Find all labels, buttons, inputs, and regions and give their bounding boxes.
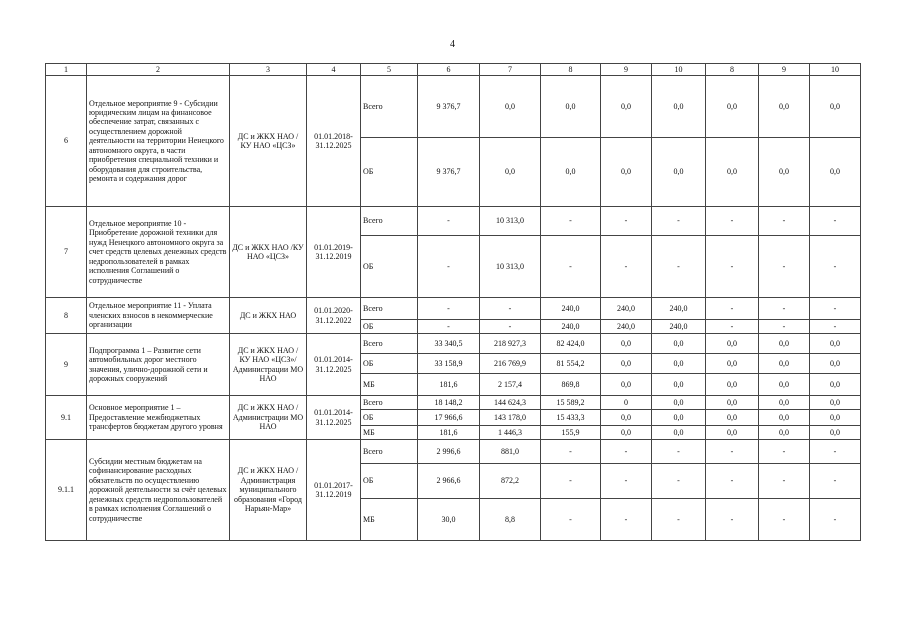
amount-cell: - xyxy=(601,236,652,298)
amount-cell: - xyxy=(759,207,810,236)
amount-cell: 17 966,6 xyxy=(418,410,480,426)
executor: ДС и ЖКХ НАО / Администрации МО НАО xyxy=(230,396,307,440)
funding-source: ОБ xyxy=(361,320,418,334)
funding-source: МБ xyxy=(361,499,418,541)
amount-cell: - xyxy=(541,440,601,464)
amount-cell: 0,0 xyxy=(810,334,861,354)
period: 01.01.2014-31.12.2025 xyxy=(307,396,361,440)
amount-cell: 15 433,3 xyxy=(541,410,601,426)
amount-cell: - xyxy=(418,207,480,236)
amount-cell: 0,0 xyxy=(810,396,861,410)
amount-cell: 81 554,2 xyxy=(541,354,601,374)
executor: ДС и ЖКХ НАО / КУ НАО «ЦСЗ»/ Администрации МО НАО xyxy=(230,334,307,396)
header-cell: 9 xyxy=(601,64,652,76)
amount-cell: - xyxy=(706,440,759,464)
amount-cell: - xyxy=(810,320,861,334)
amount-cell: - xyxy=(759,236,810,298)
funding-source: ОБ xyxy=(361,354,418,374)
amount-cell: 0,0 xyxy=(759,426,810,440)
amount-cell: 33 158,9 xyxy=(418,354,480,374)
row-number: 8 xyxy=(46,298,87,334)
amount-cell: - xyxy=(418,236,480,298)
amount-cell: 240,0 xyxy=(541,298,601,320)
amount-cell: - xyxy=(759,464,810,499)
amount-cell: 0,0 xyxy=(810,410,861,426)
amount-cell: 0,0 xyxy=(810,426,861,440)
measure-name: Субсидии местным бюджетам на софинансирование расходных обязательств по осуществлению дорожной деятельности за счёт целевых денежных средств недропользователей в рамках исполнения Соглашений о сотрудничестве xyxy=(87,440,230,541)
funding-source: МБ xyxy=(361,374,418,396)
amount-cell: 10 313,0 xyxy=(480,236,541,298)
amount-cell: - xyxy=(759,320,810,334)
amount-cell: - xyxy=(418,320,480,334)
amount-cell: 0,0 xyxy=(652,334,706,354)
amount-cell: - xyxy=(601,440,652,464)
amount-cell: 9 376,7 xyxy=(418,138,480,207)
header-cell: 10 xyxy=(810,64,861,76)
funding-source: Всего xyxy=(361,334,418,354)
header-cell: 4 xyxy=(307,64,361,76)
executor: ДС и ЖКХ НАО / КУ НАО «ЦСЗ» xyxy=(230,76,307,207)
header-cell: 7 xyxy=(480,64,541,76)
amount-cell: 181,6 xyxy=(418,374,480,396)
amount-cell: 0,0 xyxy=(601,334,652,354)
amount-cell: 0,0 xyxy=(601,410,652,426)
amount-cell: - xyxy=(810,236,861,298)
funding-source: ОБ xyxy=(361,464,418,499)
amount-cell: 0,0 xyxy=(810,374,861,396)
amount-cell: 240,0 xyxy=(652,320,706,334)
amount-cell: 0,0 xyxy=(652,396,706,410)
amount-cell: - xyxy=(706,320,759,334)
funding-source: Всего xyxy=(361,440,418,464)
measure-name: Отдельное мероприятие 9 - Субсидии юридическим лицам на финансовое обеспечение затрат, связанных с осуществлением дорожной деятельности на территории Ненецкого автономного округа, в части приобретения специальной техники и оборудования для строительства, ремонта и содержания дорог xyxy=(87,76,230,207)
period: 01.01.2020-31.12.2022 xyxy=(307,298,361,334)
amount-cell: - xyxy=(541,464,601,499)
header-cell: 8 xyxy=(706,64,759,76)
amount-cell: 0,0 xyxy=(759,138,810,207)
amount-cell: - xyxy=(601,499,652,541)
amount-cell: 8,8 xyxy=(480,499,541,541)
amount-cell: 0,0 xyxy=(652,354,706,374)
amount-cell: 0,0 xyxy=(706,76,759,138)
amount-cell: 30,0 xyxy=(418,499,480,541)
amount-cell: 0,0 xyxy=(759,396,810,410)
amount-cell: 0,0 xyxy=(601,426,652,440)
measure-name: Основное мероприятие 1 – Предоставление межбюджетных трансфертов бюджетам другого уровня xyxy=(87,396,230,440)
amount-cell: 0,0 xyxy=(652,374,706,396)
executor: ДС и ЖКХ НАО xyxy=(230,298,307,334)
amount-cell: - xyxy=(706,236,759,298)
amount-cell: 1 446,3 xyxy=(480,426,541,440)
amount-cell: 0,0 xyxy=(759,334,810,354)
amount-cell: - xyxy=(810,440,861,464)
amount-cell: - xyxy=(759,298,810,320)
row-number: 9.1 xyxy=(46,396,87,440)
budget-table xyxy=(45,63,861,541)
amount-cell: 0,0 xyxy=(810,76,861,138)
header-cell: 8 xyxy=(541,64,601,76)
amount-cell: 240,0 xyxy=(541,320,601,334)
amount-cell: - xyxy=(652,236,706,298)
amount-cell: 0,0 xyxy=(706,334,759,354)
amount-cell: 218 927,3 xyxy=(480,334,541,354)
funding-source: ОБ xyxy=(361,138,418,207)
amount-cell: - xyxy=(601,464,652,499)
period: 01.01.2019-31.12.2019 xyxy=(307,207,361,298)
amount-cell: 0,0 xyxy=(706,410,759,426)
amount-cell: 9 376,7 xyxy=(418,76,480,138)
amount-cell: 0,0 xyxy=(652,76,706,138)
amount-cell: 0,0 xyxy=(706,354,759,374)
amount-cell: 2 996,6 xyxy=(418,440,480,464)
funding-source: Всего xyxy=(361,396,418,410)
row-number: 9 xyxy=(46,334,87,396)
amount-cell: 0,0 xyxy=(541,138,601,207)
amount-cell: 881,0 xyxy=(480,440,541,464)
table-row xyxy=(46,334,861,354)
amount-cell: 15 589,2 xyxy=(541,396,601,410)
amount-cell: - xyxy=(810,464,861,499)
amount-cell: 82 424,0 xyxy=(541,334,601,354)
amount-cell: - xyxy=(810,207,861,236)
period: 01.01.2014-31.12.2025 xyxy=(307,334,361,396)
amount-cell: 143 178,0 xyxy=(480,410,541,426)
period: 01.01.2017-31.12.2019 xyxy=(307,440,361,541)
amount-cell: - xyxy=(706,207,759,236)
amount-cell: 0,0 xyxy=(706,374,759,396)
row-number: 6 xyxy=(46,76,87,207)
header-cell: 5 xyxy=(361,64,418,76)
period: 01.01.2018-31.12.2025 xyxy=(307,76,361,207)
header-cell: 1 xyxy=(46,64,87,76)
header-cell: 2 xyxy=(87,64,230,76)
amount-cell: - xyxy=(652,440,706,464)
amount-cell: 0,0 xyxy=(601,354,652,374)
row-number: 7 xyxy=(46,207,87,298)
funding-source: Всего xyxy=(361,76,418,138)
measure-name: Отдельное мероприятие 11 - Уплата членских взносов в некоммерческие организации xyxy=(87,298,230,334)
amount-cell: 10 313,0 xyxy=(480,207,541,236)
amount-cell: - xyxy=(480,298,541,320)
amount-cell: 2 157,4 xyxy=(480,374,541,396)
amount-cell: 216 769,9 xyxy=(480,354,541,374)
amount-cell: 0,0 xyxy=(652,138,706,207)
amount-cell: 0,0 xyxy=(652,410,706,426)
amount-cell: 0,0 xyxy=(601,374,652,396)
amount-cell: 240,0 xyxy=(601,298,652,320)
amount-cell: 0,0 xyxy=(541,76,601,138)
executor: ДС и ЖКХ НАО /КУ НАО «ЦСЗ» xyxy=(230,207,307,298)
amount-cell: 0,0 xyxy=(759,76,810,138)
header-row xyxy=(46,64,861,76)
amount-cell: - xyxy=(480,320,541,334)
amount-cell: - xyxy=(810,298,861,320)
amount-cell: 181,6 xyxy=(418,426,480,440)
funding-source: Всего xyxy=(361,207,418,236)
amount-cell: 0,0 xyxy=(706,138,759,207)
amount-cell: - xyxy=(541,236,601,298)
amount-cell: 869,8 xyxy=(541,374,601,396)
amount-cell: 0,0 xyxy=(706,396,759,410)
amount-cell: - xyxy=(418,298,480,320)
funding-source: ОБ xyxy=(361,410,418,426)
table-row xyxy=(46,440,861,464)
amount-cell: - xyxy=(601,207,652,236)
funding-source: ОБ xyxy=(361,236,418,298)
amount-cell: - xyxy=(706,298,759,320)
amount-cell: - xyxy=(541,207,601,236)
amount-cell: - xyxy=(652,499,706,541)
amount-cell: 240,0 xyxy=(601,320,652,334)
header-cell: 10 xyxy=(652,64,706,76)
funding-source: Всего xyxy=(361,298,418,320)
row-number: 9.1.1 xyxy=(46,440,87,541)
table-row xyxy=(46,207,861,236)
header-cell: 6 xyxy=(418,64,480,76)
amount-cell: 0,0 xyxy=(810,354,861,374)
amount-cell: 0,0 xyxy=(601,138,652,207)
amount-cell: 0 xyxy=(601,396,652,410)
amount-cell: 0,0 xyxy=(759,354,810,374)
table-row xyxy=(46,396,861,410)
amount-cell: 240,0 xyxy=(652,298,706,320)
amount-cell: - xyxy=(759,440,810,464)
executor: ДС и ЖКХ НАО / Администрация муниципального образования «Город Нарьян-Мар» xyxy=(230,440,307,541)
table-row xyxy=(46,76,861,138)
amount-cell: 0,0 xyxy=(480,76,541,138)
amount-cell: - xyxy=(652,207,706,236)
amount-cell: - xyxy=(706,499,759,541)
amount-cell: 155,9 xyxy=(541,426,601,440)
amount-cell: 2 966,6 xyxy=(418,464,480,499)
amount-cell: 18 148,2 xyxy=(418,396,480,410)
amount-cell: - xyxy=(652,464,706,499)
amount-cell: 872,2 xyxy=(480,464,541,499)
measure-name: Отдельное мероприятие 10 - Приобретение дорожной техники для нужд Ненецкого автономного округа за счет средств целевых денежных средств недропользователей в рамках исполнения Соглашений о сотрудничестве xyxy=(87,207,230,298)
header-cell: 9 xyxy=(759,64,810,76)
measure-name: Подпрограмма 1 – Развитие сети автомобильных дорог местного значения, улично-дорожной сети и дорожных сооружений xyxy=(87,334,230,396)
amount-cell: 0,0 xyxy=(759,374,810,396)
amount-cell: 0,0 xyxy=(480,138,541,207)
amount-cell: 0,0 xyxy=(706,426,759,440)
header-cell: 3 xyxy=(230,64,307,76)
amount-cell: 0,0 xyxy=(652,426,706,440)
amount-cell: - xyxy=(541,499,601,541)
funding-source: МБ xyxy=(361,426,418,440)
amount-cell: - xyxy=(706,464,759,499)
amount-cell: 0,0 xyxy=(759,410,810,426)
amount-cell: - xyxy=(759,499,810,541)
page-number: 4 xyxy=(450,39,455,50)
amount-cell: 144 624,3 xyxy=(480,396,541,410)
amount-cell: 0,0 xyxy=(601,76,652,138)
table-row xyxy=(46,298,861,320)
amount-cell: 0,0 xyxy=(810,138,861,207)
amount-cell: - xyxy=(810,499,861,541)
amount-cell: 33 340,5 xyxy=(418,334,480,354)
